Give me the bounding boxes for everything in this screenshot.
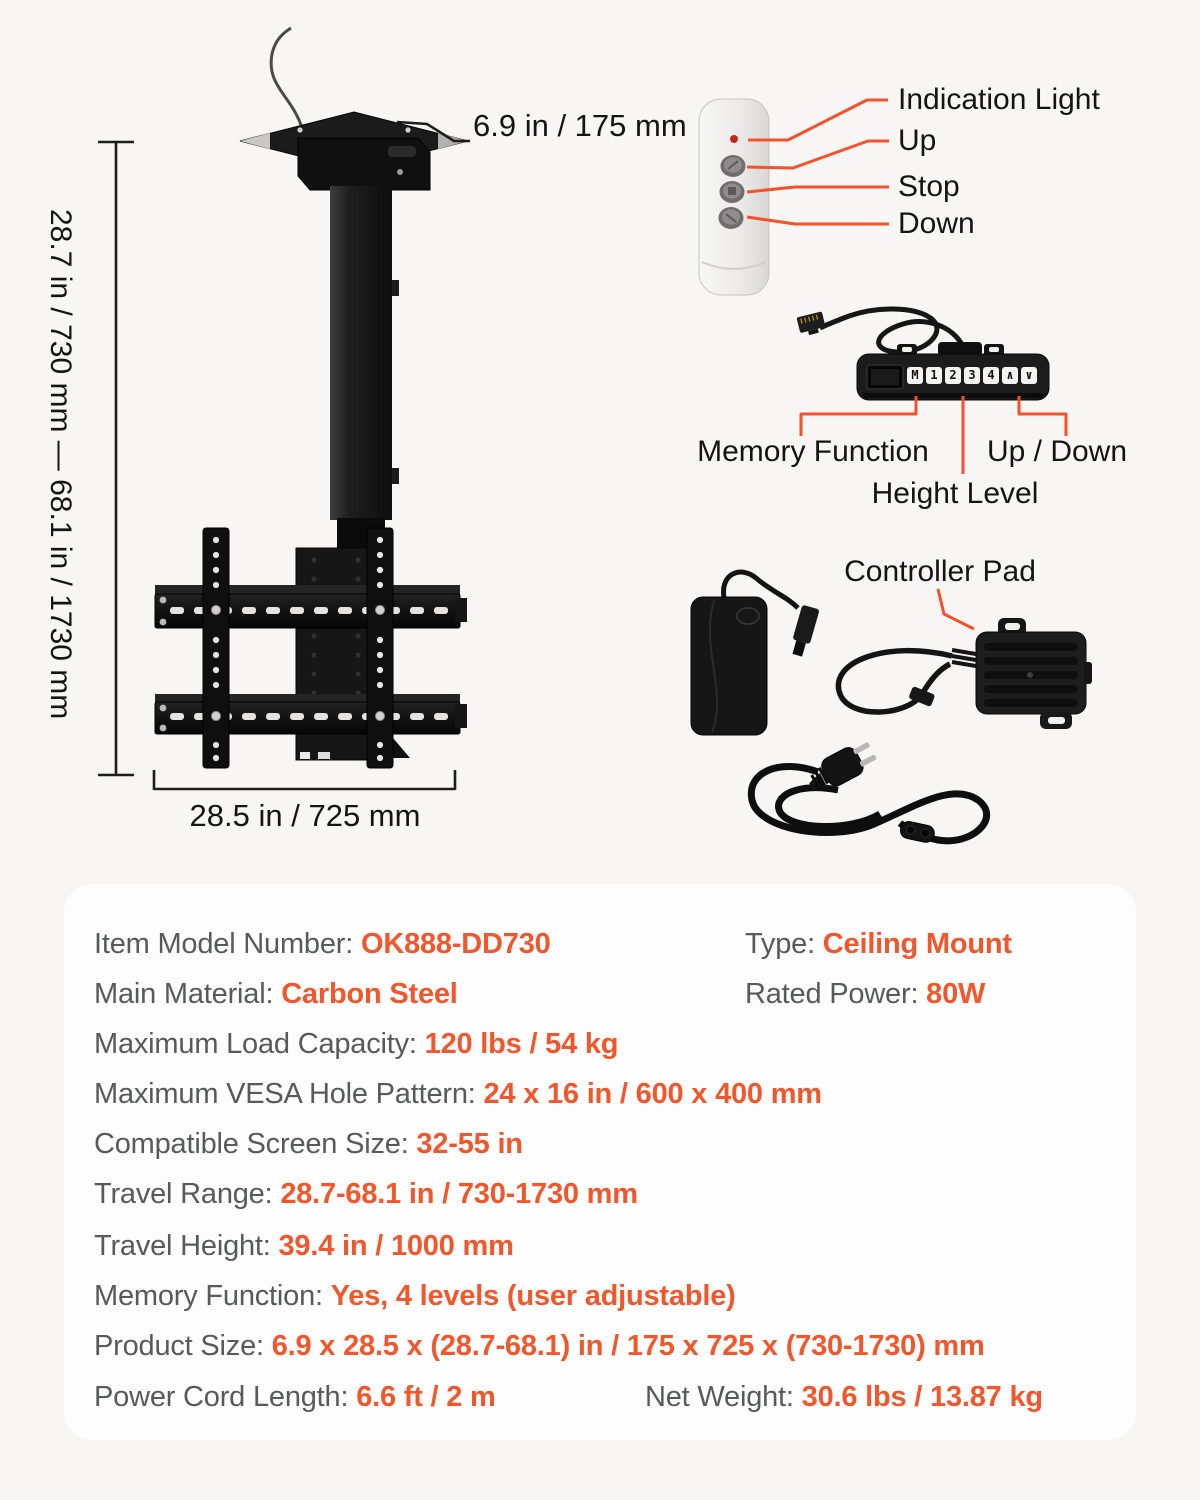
spec-travel-range: Travel Range: 28.7-68.1 in / 730-1730 mm <box>94 1178 638 1210</box>
c7-connector <box>899 820 936 844</box>
up-arrow-button-icon: ∧ <box>1002 367 1018 384</box>
spec-main-material: Main Material: Carbon Steel <box>94 978 458 1010</box>
spec-rated-power: Rated Power: 80W <box>745 978 986 1010</box>
dimension-height-range: 28.7 in / 730 mm — 68.1 in / 1730 mm <box>44 208 77 720</box>
memory-button: M <box>907 367 923 384</box>
vesa-rail-left <box>203 528 229 768</box>
telescoping-column <box>330 186 392 520</box>
spec-net-weight: Net Weight: 30.6 lbs / 13.87 kg <box>645 1381 1043 1413</box>
remote-stop-button <box>720 181 745 203</box>
adapter-connector <box>789 605 820 658</box>
dimension-lines <box>98 122 470 790</box>
controller-bar-callout-lines <box>801 396 1066 629</box>
spec-item-model-number: Item Model Number: OK888-DD730 <box>94 928 551 960</box>
remote-control <box>699 99 769 295</box>
callout-up-down: Up / Down <box>986 435 1128 468</box>
indication-light-led <box>730 135 738 143</box>
spec-type: Type: Ceiling Mount <box>745 928 1012 960</box>
power-cord <box>751 737 986 843</box>
power-cable <box>271 28 302 128</box>
cable-clip <box>392 468 399 484</box>
vesa-rail-right <box>367 528 393 768</box>
cable-clip <box>392 280 399 296</box>
power-adapter <box>691 572 820 735</box>
tv-bracket-bottom-rail <box>155 694 467 734</box>
ceiling-mount-illustration <box>155 28 468 768</box>
adapter-body <box>691 597 767 735</box>
controller-pad-box <box>838 618 1092 729</box>
remote-up-button <box>721 155 746 177</box>
rj45-connector <box>796 311 826 337</box>
callout-down: Down <box>898 207 975 240</box>
spec-compatible-screen-size: Compatible Screen Size: 32-55 in <box>94 1128 523 1160</box>
preset-4-button: 4 <box>983 367 999 384</box>
controller-bar <box>796 309 1049 400</box>
spec-power-cord-length: Power Cord Length: 6.6 ft / 2 m <box>94 1381 496 1413</box>
spec-max-vesa-pattern: Maximum VESA Hole Pattern: 24 x 16 in / 600 x 400 mm <box>94 1078 822 1110</box>
motor-housing <box>298 138 430 190</box>
spec-product-size: Product Size: 6.9 x 28.5 x (28.7-68.1) in / 175 x 725 x (730-1730) mm <box>94 1330 985 1362</box>
callout-indication-light: Indication Light <box>898 83 1100 116</box>
preset-1-button: 1 <box>926 367 942 384</box>
tv-bracket-top-rail <box>155 585 467 628</box>
dimension-bottom-width: 28.5 in / 725 mm <box>189 798 421 833</box>
callout-controller-pad: Controller Pad <box>844 555 1036 588</box>
dimension-top-width: 6.9 in / 175 mm <box>473 108 687 143</box>
spec-memory-function: Memory Function: Yes, 4 levels (user adjustable) <box>94 1280 736 1312</box>
callout-up: Up <box>898 124 937 157</box>
callout-stop: Stop <box>898 170 960 203</box>
pad-box-cable <box>838 651 952 712</box>
preset-3-button: 3 <box>964 367 980 384</box>
preset-2-button: 2 <box>945 367 961 384</box>
down-arrow-button-icon: ∨ <box>1021 367 1037 384</box>
width-dimension-line <box>154 770 455 790</box>
spec-travel-height: Travel Height: 39.4 in / 1000 mm <box>94 1230 514 1262</box>
remote-down-button <box>719 207 744 229</box>
callout-height-level: Height Level <box>871 477 1039 510</box>
spec-max-load-capacity: Maximum Load Capacity: 120 lbs / 54 kg <box>94 1028 619 1060</box>
callout-memory-function: Memory Function <box>697 435 929 468</box>
